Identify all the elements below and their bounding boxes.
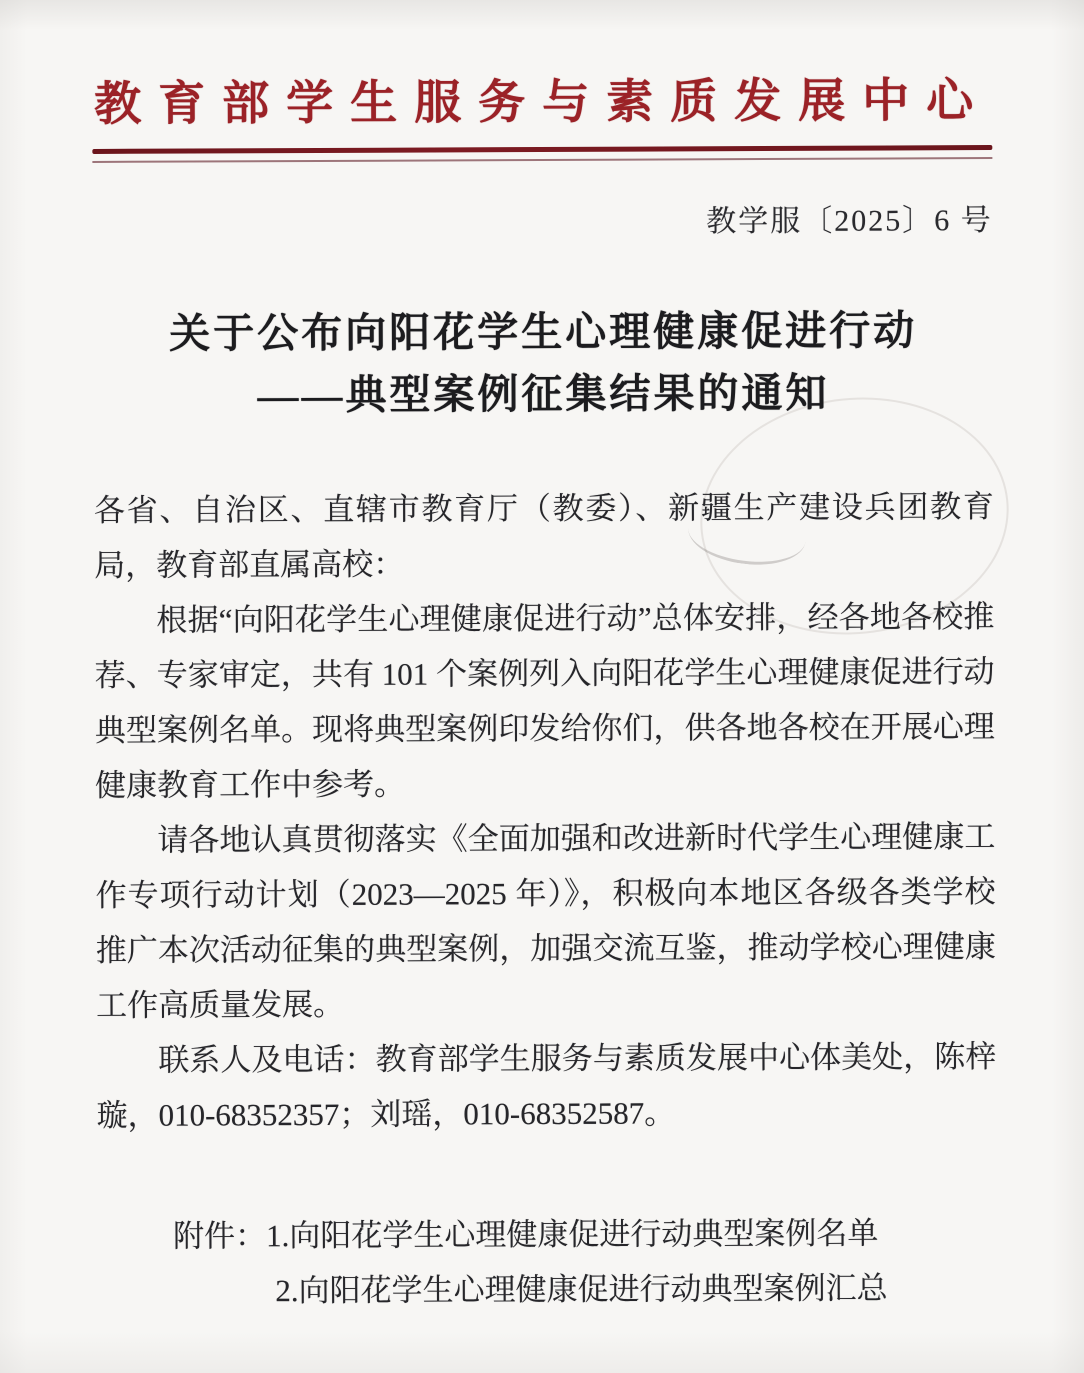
attachment-item-2: 2.向阳花学生心理健康促进行动典型案例汇总 <box>275 1270 888 1309</box>
attachment-item-1: 1.向阳花学生心理健康促进行动典型案例名单 <box>265 1215 879 1254</box>
document-number: 教学服〔2025〕6 号 <box>706 204 993 239</box>
salutation: 各省、自治区、直辖市教育厅（教委）、新疆生产建设兵团教育局，教育部直属高校： <box>93 489 994 583</box>
letterhead-rule-thin <box>92 157 992 163</box>
letterhead-rule-thick <box>92 145 992 154</box>
notice-title <box>93 299 994 427</box>
document-content <box>0 70 1084 1320</box>
attachments-block <box>97 1205 997 1319</box>
attachments-label: 附件： <box>172 1218 267 1254</box>
paragraph-requirements: 请各地认真贯彻落实《全面加强和改进新时代学生心理健康工作专项行动计划（2023—2025 年）》，积极向本地区各级各类学校推广本次活动征集的典型案例，加强交流互鉴，推动学校心理健康工作高质量发展。 <box>95 819 996 1023</box>
paragraph-overview: 根据“向阳花学生心理健康促进行动”总体安排，经各地各校推荐、专家审定，共有 101 个案例列入向阳花学生心理健康促进行动典型案例名单。现将典型案例印发给你们，供各地各校在开展心理健康教育工作中参考。 <box>94 599 995 803</box>
notice-body <box>94 479 997 1143</box>
notice-title-line-2: ——典型案例征集结果的通知 <box>257 369 830 419</box>
letterhead-title: 教育部学生服务与素质发展中心 <box>94 75 991 131</box>
paragraph-contacts: 联系人及电话：教育部学生服务与素质发展中心体美处，陈梓璇，010-68352357；刘瑶，010-68352587。 <box>96 1039 997 1133</box>
notice-title-line-1: 关于公布向阳花学生心理健康促进行动 <box>169 307 918 357</box>
attachment-row-2 <box>173 1260 997 1319</box>
attachment-row-1 <box>173 1205 997 1264</box>
